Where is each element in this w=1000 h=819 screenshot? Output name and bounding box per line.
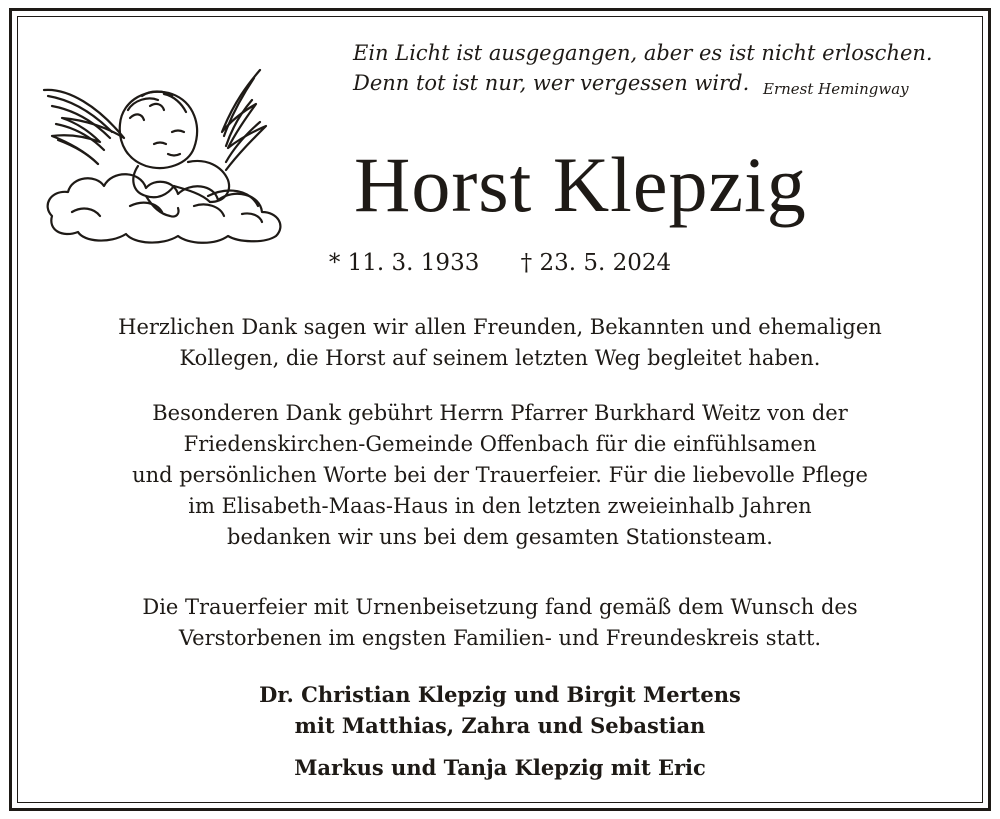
body <box>133 161 229 217</box>
signers-group-2 <box>0 752 1000 783</box>
quote-line: Denn tot ist nur, wer vergessen wird. <box>353 71 750 95</box>
paragraph-line: Friedenskirchen-Gemeinde Offenbach für die einfühlsamen <box>183 432 817 456</box>
signers-group-1 <box>0 679 1000 741</box>
signer-line: Markus und Tanja Klepzig mit Eric <box>294 755 706 780</box>
funeral-info-paragraph <box>0 592 1000 654</box>
angel-illustration <box>38 66 300 246</box>
epigraph-quote <box>353 38 953 98</box>
signer-line: mit Matthias, Zahra und Sebastian <box>294 713 706 738</box>
paragraph-line: Verstorbenen im engsten Familien- und Freundeskreis statt. <box>178 626 822 650</box>
signer-line: Dr. Christian Klepzig und Birgit Mertens <box>259 682 741 707</box>
paragraph-line: im Elisabeth-Maas-Haus in den letzten zweieinhalb Jahren <box>188 494 812 518</box>
paragraph-line: und persönlichen Worte bei der Trauerfeier. Für die liebevolle Pflege <box>132 463 868 487</box>
quote-line: Ein Licht ist ausgegangen, aber es ist nicht erloschen. <box>353 41 933 65</box>
paragraph-line: Besonderen Dank gebührt Herrn Pfarrer Burkhard Weitz von der <box>152 401 848 425</box>
paragraph-line: Die Trauerfeier mit Urnenbeisetzung fand gemäß dem Wunsch des <box>142 595 858 619</box>
quote-author: Ernest Hemingway <box>763 80 909 98</box>
thanks-paragraph <box>0 312 1000 374</box>
special-thanks-paragraph <box>0 398 1000 553</box>
right-wing <box>222 70 266 170</box>
left-wing <box>44 90 124 164</box>
paragraph-line: bedanken wir uns bei dem gesamten Stationsteam. <box>227 525 773 549</box>
paragraph-line: Herzlichen Dank sagen wir allen Freunden, Bekannten und ehemaligen <box>118 315 882 339</box>
cloud <box>48 174 281 243</box>
deceased-name: Horst Klepzig <box>354 141 807 228</box>
head <box>120 92 197 168</box>
birth-date: * 11. 3. 1933 <box>328 250 480 276</box>
paragraph-line: Kollegen, die Horst auf seinem letzten Weg begleitet haben. <box>179 346 821 370</box>
life-dates <box>0 248 1000 278</box>
death-date: † 23. 5. 2024 <box>520 250 672 276</box>
